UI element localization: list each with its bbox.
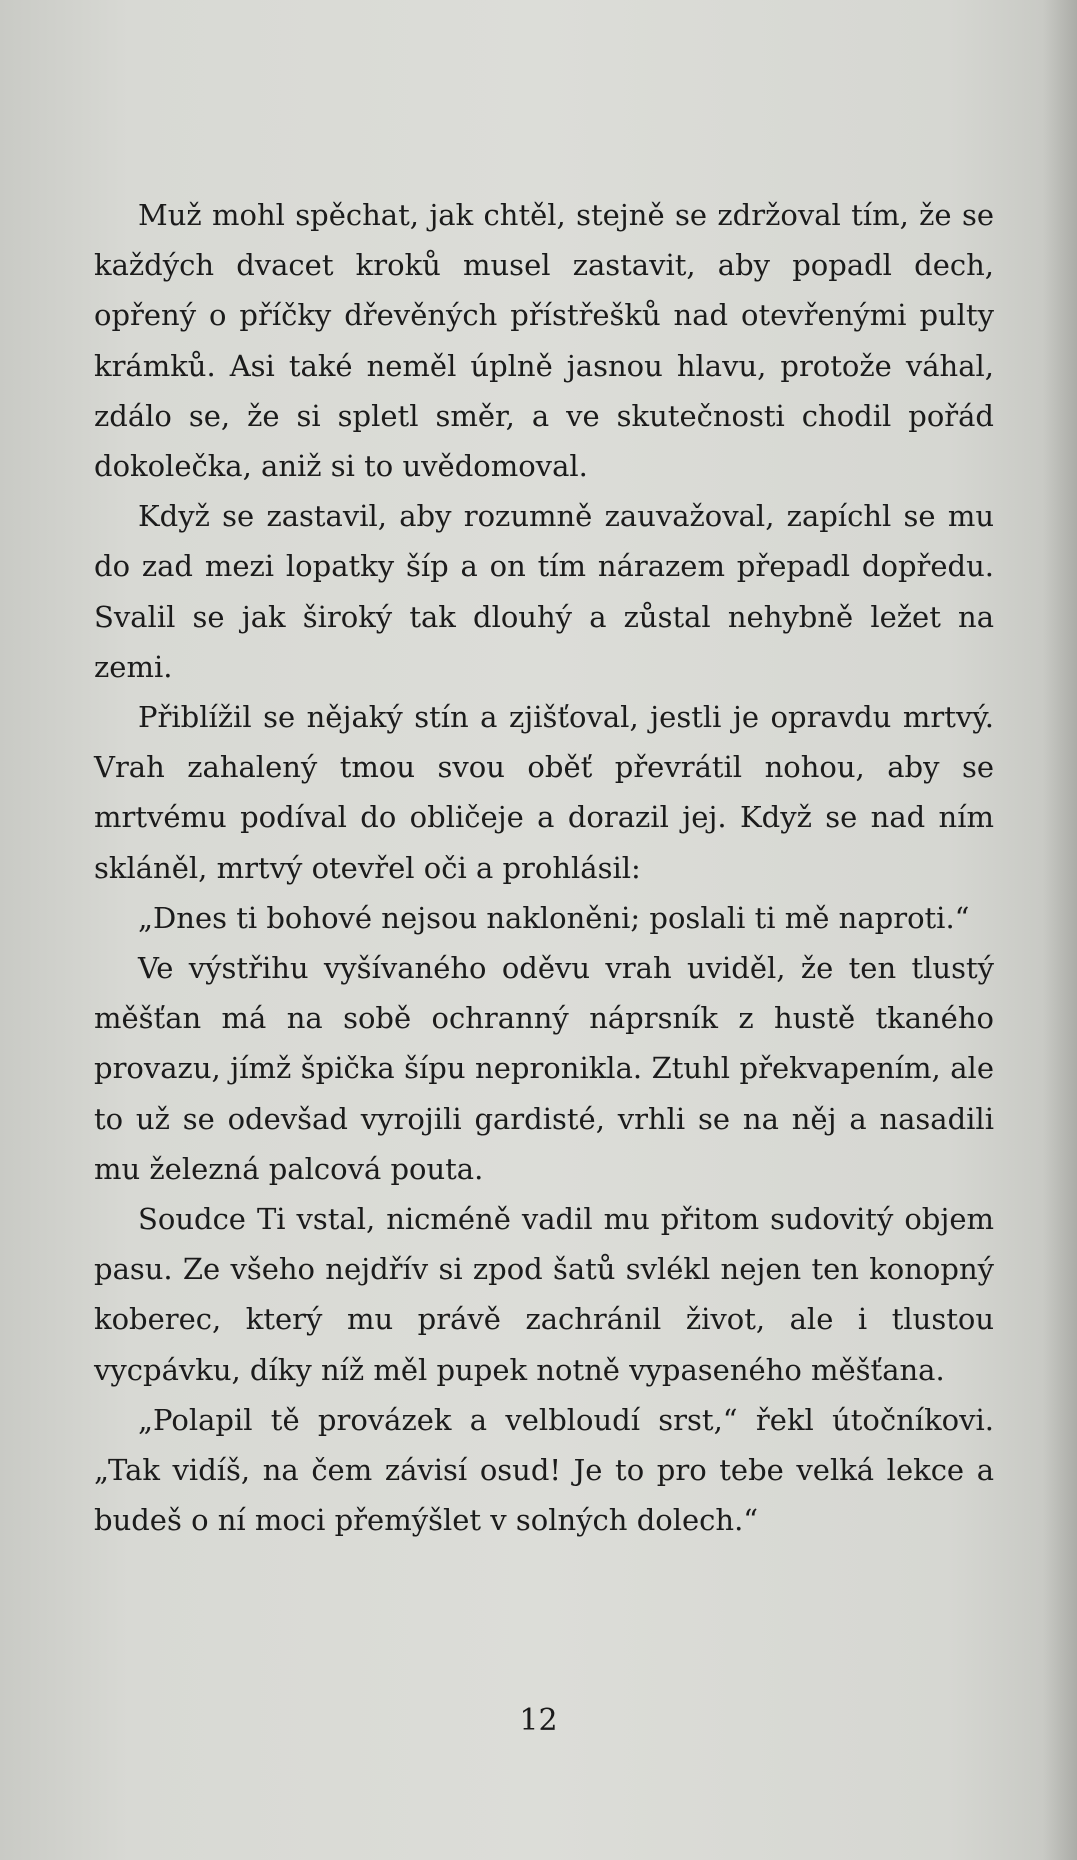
- paragraph-5: Ve výstřihu vyšívaného oděvu vrah uviděl, že ten tlustý měšťan má na sobě ochranný náprsník z hustě tkaného provazu, jímž špička šípu nepronikla. Ztuhl překvapením, ale to už se odevšad vyrojili gardisté, vrhli se na něj a nasadili mu železná palcová pouta.: [94, 951, 994, 1186]
- page-number: 12: [519, 1703, 558, 1738]
- paragraph-1: Muž mohl spěchat, jak chtěl, stejně se zdržoval tím, že se každých dvacet kroků musel zastavit, aby popadl dech, opřený o příčky dřevěných přístřešků nad otevřenými pulty krámků. Asi také neměl úplně jasnou hlavu, protože váhal, zdálo se, že si spletl směr, a ve skutečnosti chodil pořád dokolečka, aniž si to uvědomoval.: [94, 198, 994, 484]
- paragraph-2: Když se zastavil, aby rozumně zauvažoval, zapíchl se mu do zad mezi lopatky šíp a on tím nárazem přepadl dopředu. Svalil se jak široký tak dlouhý a zůstal nehybně ležet na zemi.: [94, 499, 994, 684]
- paragraph-3: Přiblížil se nějaký stín a zjišťoval, jestli je opravdu mrtvý. Vrah zahalený tmou svou oběť převrátil nohou, aby se mrtvému podíval do obličeje a dorazil jej. Když se nad ním skláněl, mrtvý otevřel oči a prohlásil:: [94, 700, 994, 885]
- paragraph-7: „Polapil tě provázek a velbloudí srst,“ řekl útočníkovi. „Tak vidíš, na čem závisí osud! Je to pro tebe velká lekce a budeš o ní moci přemýšlet v solných dolech.“: [94, 1402, 994, 1538]
- body-text: [94, 190, 994, 1545]
- paragraph-4: „Dnes ti bohové nejsou nakloněni; poslali ti mě naproti.“: [138, 900, 970, 935]
- paragraph-6: Soudce Ti vstal, nicméně vadil mu přitom sudovitý objem pasu. Ze všeho nejdřív si zpod šatů svlékl nejen ten konopný koberec, který mu právě zachránil život, ale i tlustou vycpávku, díky níž měl pupek notně vypaseného měšťana.: [94, 1202, 994, 1387]
